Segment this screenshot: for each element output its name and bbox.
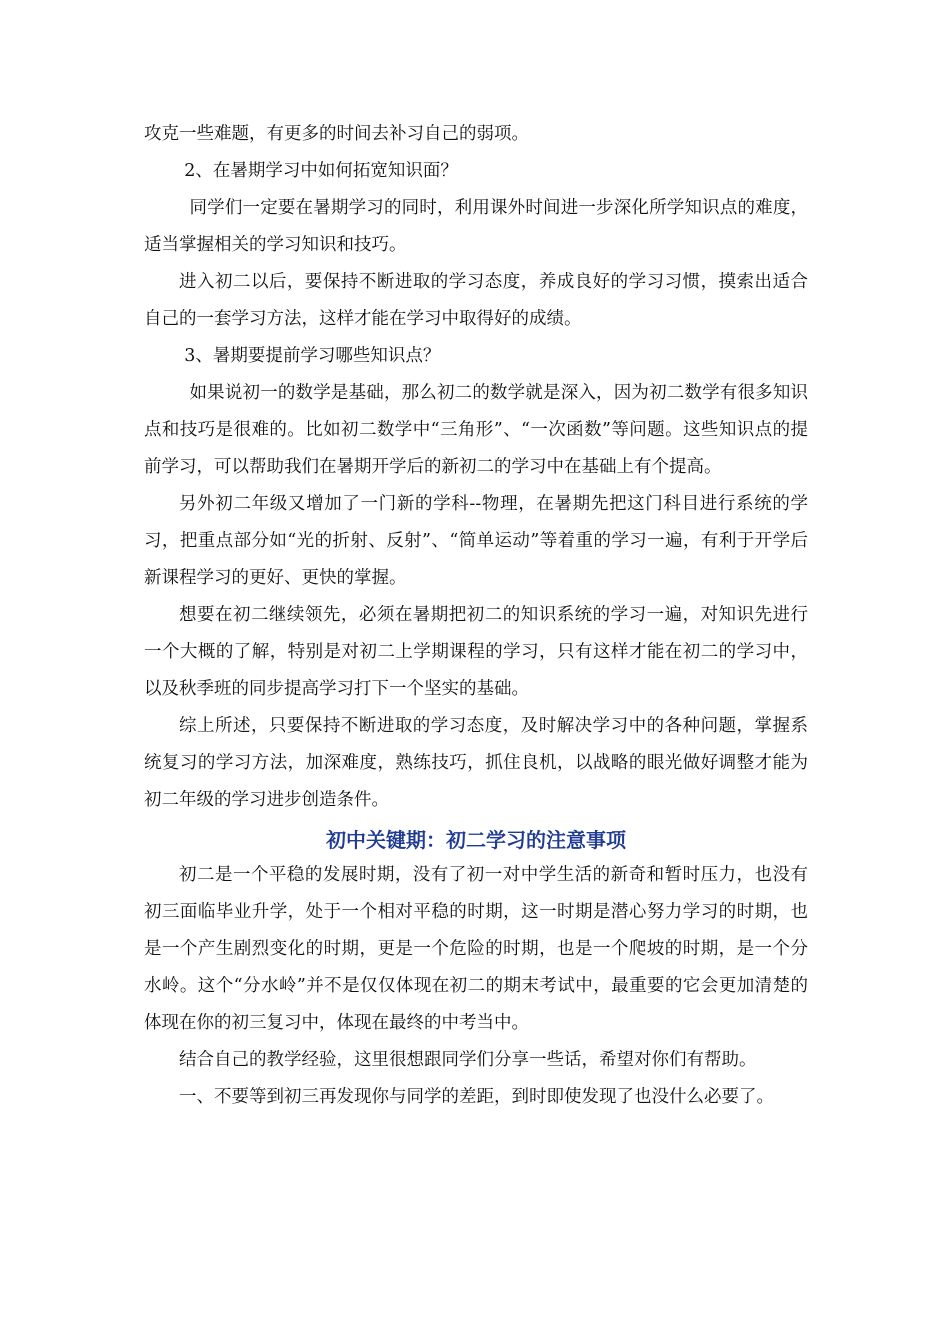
paragraph: 想要在初二继续领先，必须在暑期把初二的知识系统的学习一遍，对知识先进行一个大概的了解，特别是对初二上学期课程的学习，只有这样才能在初二的学习中，以及秋季班的同步提高学习打下一个坚实的基础。: [144, 605, 808, 699]
question-3: 3、暑期要提前学习哪些知识点？: [184, 346, 441, 366]
document-body: [144, 116, 808, 1116]
paragraph: 进入初二以后，要保持不断进取的学习态度，养成良好的学习习惯，摸索出适合自己的一套学习方法，这样才能在学习中取得好的成绩。: [144, 272, 808, 329]
paragraph-continuation: 攻克一些难题，有更多的时间去补习自己的弱项。: [144, 124, 529, 144]
paragraph: 如果说初一的数学是基础，那么初二的数学就是深入，因为初二数学有很多知识点和技巧是很难的。比如初二数学中“三角形”、“一次函数”等问题。这些知识点的提前学习，可以帮助我们在暑期开学后的新初二的学习中在基础上有个提高。: [144, 383, 808, 477]
paragraph-summary: 综上所述，只要保持不断进取的学习态度，及时解决学习中的各种问题，掌握系统复习的学习方法，加深难度，熟练技巧，抓住良机，以战略的眼光做好调整才能为初二年级的学习进步创造条件。: [144, 716, 808, 810]
paragraph: 初二是一个平稳的发展时期，没有了初一对中学生活的新奇和暂时压力，也没有初三面临毕业升学，处于一个相对平稳的时期，这一时期是潜心努力学习的时期，也是一个产生剧烈变化的时期，更是一个危险的时期，也是一个爬坡的时期，是一个分水岭。这个“分水岭”并不是仅仅体现在初二的期末考试中，最重要的它会更加清楚的体现在你的初三复习中，体现在最终的中考当中。: [144, 865, 808, 1033]
paragraph: 一、不要等到初三再发现你与同学的差距，到时即使发现了也没什么必要了。: [179, 1087, 774, 1107]
question-2: 2、在暑期学习中如何拓宽知识面？: [184, 161, 458, 181]
section-heading: 初中关键期：初二学习的注意事项: [326, 828, 626, 852]
paragraph: 结合自己的教学经验，这里很想跟同学们分享一些话，希望对你们有帮助。: [179, 1050, 757, 1070]
paragraph: 同学们一定要在暑期学习的同时，利用课外时间进一步深化所学知识点的难度，适当掌握相关的学习知识和技巧。: [144, 198, 808, 255]
paragraph: 另外初二年级又增加了一门新的学科--物理，在暑期先把这门科目进行系统的学习，把重点部分如“光的折射、反射”、“简单运动”等着重的学习一遍，有利于开学后新课程学习的更好、更快的掌握。: [144, 494, 808, 588]
